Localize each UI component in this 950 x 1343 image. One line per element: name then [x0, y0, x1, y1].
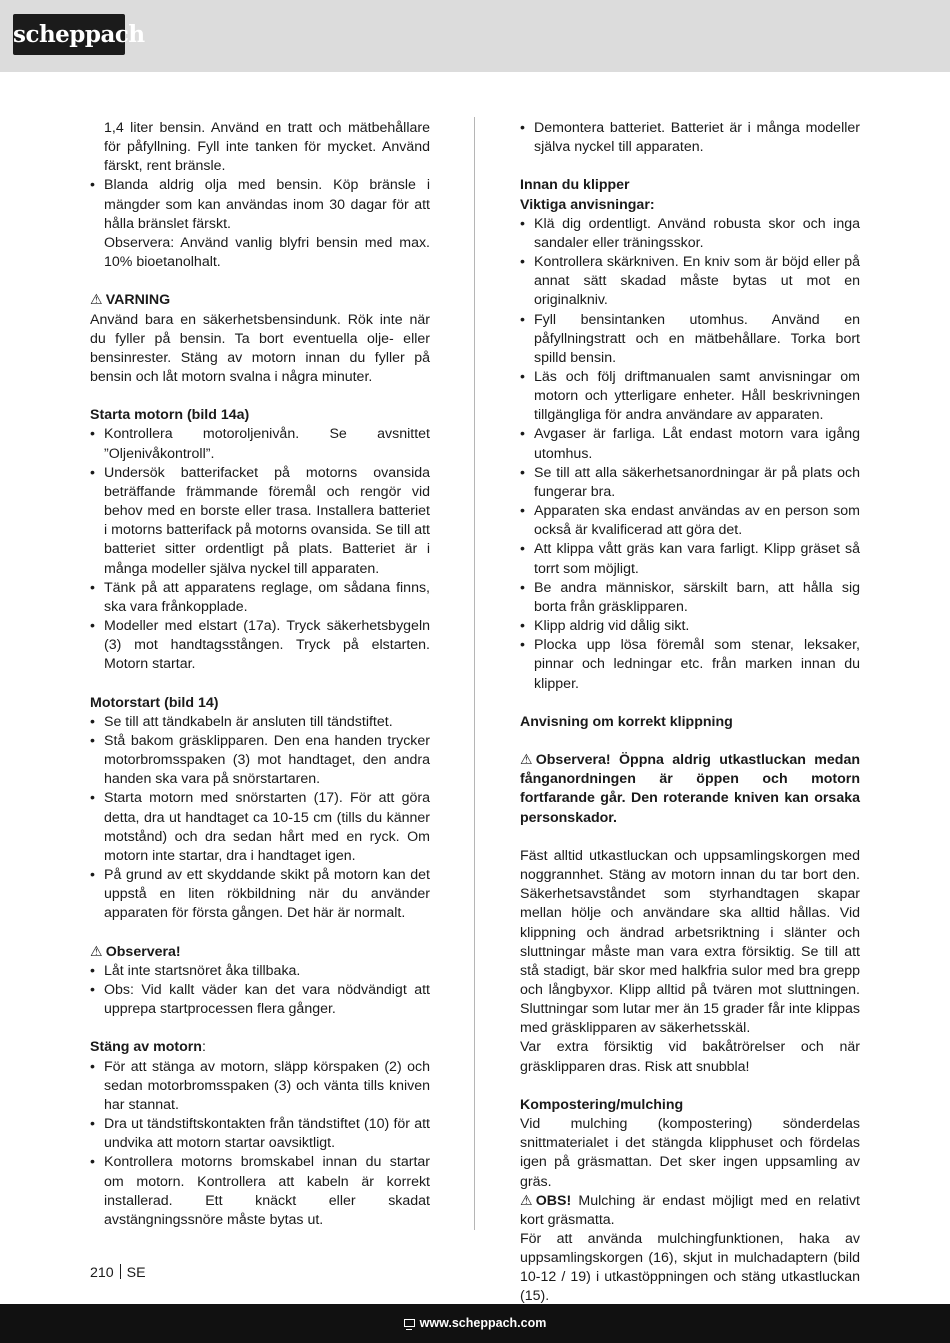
- list-item: • Undersök batterifacket på motorns ovansida beträffande främmande föremål och rengör vid behov med en borste eller trasa. Installera batteriet i motorns batterifack på motorns ovansida. Se till att batteriet sitter ordentligt på plats. Batteriet är i många modeller själva nyckel till apparaten.: [90, 464, 430, 579]
- list-item: • Kontrollera motorns bromskabel innan du startar om motorn. Kontrollera att kabeln är korrekt installerad. Ett knäckt eller skadat avstängningssnöre måste bytas ut.: [90, 1153, 430, 1230]
- warning-text: Använd bara en säkerhetsbensindunk. Rök inte när du fyller på bensin. Ta bort eventuella olje- eller bensinrester. Stäng av motorn innan du fyller på bensin och låt motorn svalna i några minuter.: [90, 311, 430, 386]
- mowing-paragraph: Fäst alltid utkastluckan och uppsamlingskorgen med noggrannhet. Stäng av motorn innan du tar bort den. Säkerhetsavståndet som styrhandtagen skapar mellan hölje och användare ska alltid hållas. Vid klippning och ändrad arbetsriktning i slänter och sluttningar måste man vara extra försiktig. Se till att stå stadigt, bär skor med halkfria sulor med bra grepp och långbyxor. Klipp alltid på tvären mot sluttningen. Sluttningar som lutar mer än 15 grader får inte klippas med gräsklipparen av säkerhetsskäl.: [520, 847, 860, 1037]
- list-item: • Dra ut tändstiftskontakten från tändstiftet (10) för att undvika att motorn startar oavsiktligt.: [90, 1115, 430, 1153]
- observe-heading: [90, 943, 430, 962]
- monitor-icon: [404, 1319, 415, 1327]
- list-item: • Låt inte startsnöret åka tillbaka.: [90, 962, 430, 981]
- list-item: • Att klippa vått gräs kan vara farligt. Klipp gräset så torrt som möjligt.: [520, 540, 860, 578]
- warning-heading: [90, 291, 430, 310]
- language-code: SE: [126, 1265, 146, 1281]
- list-item: • För att stänga av motorn, släpp körspaken (2) och sedan motorbromsspaken (3) och vänta tills kniven har stannat.: [90, 1058, 430, 1115]
- website-link[interactable]: www.scheppach.com: [419, 1316, 547, 1330]
- mowing-paragraph-2: Var extra försiktig vid bakåtrörelser och när gräsklipparen dras. Risk att snubbla!: [520, 1039, 860, 1075]
- page-number-separator: [120, 1264, 121, 1279]
- obs-label: OBS!: [535, 1192, 572, 1209]
- warning-triangle-icon: ⚠: [90, 943, 103, 960]
- mowing-warning-text: Observera! Öppna aldrig utkastluckan medan fånganordningen är öppen och motorn fortfarande går. Den roterande kniven kan orsaka personskador.: [520, 752, 860, 826]
- list-item: • Obs: Vid kallt väder kan det vara nödvändigt att upprepa startprocessen flera gånger.: [90, 981, 430, 1019]
- paragraph-fuel-note: Observera: Använd vanlig blyfri bensin med max. 10% bioetanolhalt.: [104, 234, 430, 271]
- obs-text: Mulching är endast möjligt med en relativt kort gräsmatta.: [520, 1192, 860, 1228]
- list-item: • Klä dig ordentligt. Använd robusta skor och inga sandaler eller träningsskor.: [520, 215, 860, 253]
- warning-triangle-icon: ⚠: [520, 1192, 533, 1209]
- brand-logo: scheppach: [13, 14, 125, 55]
- page-footer: [0, 1304, 950, 1343]
- section-heading-mowing: Anvisning om korrekt klippning: [520, 713, 733, 730]
- mulching-paragraph-2: För att använda mulchingfunktionen, haka av uppsamlingskorgen (16), skjut in mulchadaptern (bild 10-12 / 19) i utkastöppningen och stäng utkastluckan (15).: [520, 1230, 860, 1305]
- list-item: • På grund av ett skyddande skikt på motorn kan det uppstå en liten rökbildning när du använder apparaten för första gången. Det här är normalt.: [90, 866, 430, 923]
- mulching-paragraph: Vid mulching (kompostering) sönderdelas snittmaterialet i det stängda klipphuset och fördelas igen på gräsmattan. Det sker ingen uppsamling av gräs.: [520, 1116, 860, 1190]
- list-item: • Klipp aldrig vid dålig sikt.: [520, 617, 860, 636]
- list-item-mix: • Blanda aldrig olja med bensin. Köp bränsle i mängder som kan användas inom 30 dagar för att hålla bränslet färskt.: [90, 176, 430, 233]
- list-item: • Avgaser är farliga. Låt endast motorn vara igång utomhus.: [520, 425, 860, 463]
- mowing-warning: [520, 751, 860, 828]
- list-item: • Apparaten ska endast användas av en person som också är kvalificerad att göra det.: [520, 502, 860, 540]
- list-item: • Kontrollera skärkniven. En kniv som är böjd eller på annat sätt skadad måste bytas ut mot en originalkniv.: [520, 253, 860, 310]
- list-item: • Stå bakom gräsklipparen. Den ena handen trycker motorbromsspaken (3) mot handtaget, den andra handen ska vara på snörstartaren.: [90, 732, 430, 789]
- column-divider: [474, 117, 475, 1230]
- list-item: • Modeller med elstart (17a). Tryck säkerhetsbygeln (3) mot handtagsstången. Tryck på elstarten. Motorn startar.: [90, 617, 430, 674]
- list-item: • Plocka upp lösa föremål som stenar, leksaker, pinnar och ledningar etc. från marken innan du klipper.: [520, 636, 860, 693]
- left-column: [90, 119, 430, 1230]
- page-header: [0, 0, 950, 72]
- list-item: • Tänk på att apparatens reglage, om sådana finns, ska vara frånkopplade.: [90, 579, 430, 617]
- right-column: [520, 119, 860, 1307]
- list-item: • Demontera batteriet. Batteriet är i många modeller själva nyckel till apparaten.: [520, 119, 860, 157]
- section-heading-start: Starta motorn (bild 14a): [90, 407, 250, 424]
- list-item: • Fyll bensintanken utomhus. Använd en påfyllningstratt och en mätbehållare. Torka bort spilld bensin.: [520, 311, 860, 368]
- list-item: • Se till att tändkabeln är ansluten till tändstiftet.: [90, 713, 430, 732]
- warning-triangle-icon: ⚠: [520, 752, 533, 769]
- list-item: • Starta motorn med snörstarten (17). För att göra detta, dra ut handtaget ca 10-15 cm (tills du känner motstånd) och dra sedan hårt med en ryck. Om motorn inte startar, dra i handtaget igen.: [90, 789, 430, 866]
- section-subheading-important: Viktiga anvisningar:: [520, 196, 655, 213]
- list-item: • Be andra människor, särskilt barn, att hålla sig borta från gräsklipparen.: [520, 579, 860, 617]
- section-heading-mulching: Kompostering/mulching: [520, 1096, 684, 1113]
- section-heading-before: Innan du klipper: [520, 177, 630, 194]
- list-item: • Läs och följ driftmanualen samt anvisningar om motorn och ytterligare enheter. Håll beskrivningen tillgängliga för andra användare av apparaten.: [520, 368, 860, 425]
- section-heading-stop: Stäng av motorn:: [90, 1039, 206, 1056]
- observe-title: Observera!: [105, 943, 181, 960]
- page-number-value: 210: [90, 1265, 114, 1281]
- warning-title: VARNING: [105, 292, 171, 309]
- paragraph-fuel-intro: 1,4 liter bensin. Använd en tratt och mätbehållare för påfyllning. Fyll inte tanken för mycket. Använd färskt, rent bränsle.: [104, 120, 430, 175]
- list-item: • Se till att alla säkerhetsanordningar är på plats och fungerar bra.: [520, 464, 860, 502]
- section-heading-motorstart: Motorstart (bild 14): [90, 694, 219, 711]
- page-number: [90, 1264, 146, 1283]
- mulching-obs: [520, 1192, 860, 1230]
- list-item: • Kontrollera motoroljenivån. Se avsnittet ”Oljenivåkontroll”.: [90, 425, 430, 463]
- warning-triangle-icon: ⚠: [90, 292, 103, 309]
